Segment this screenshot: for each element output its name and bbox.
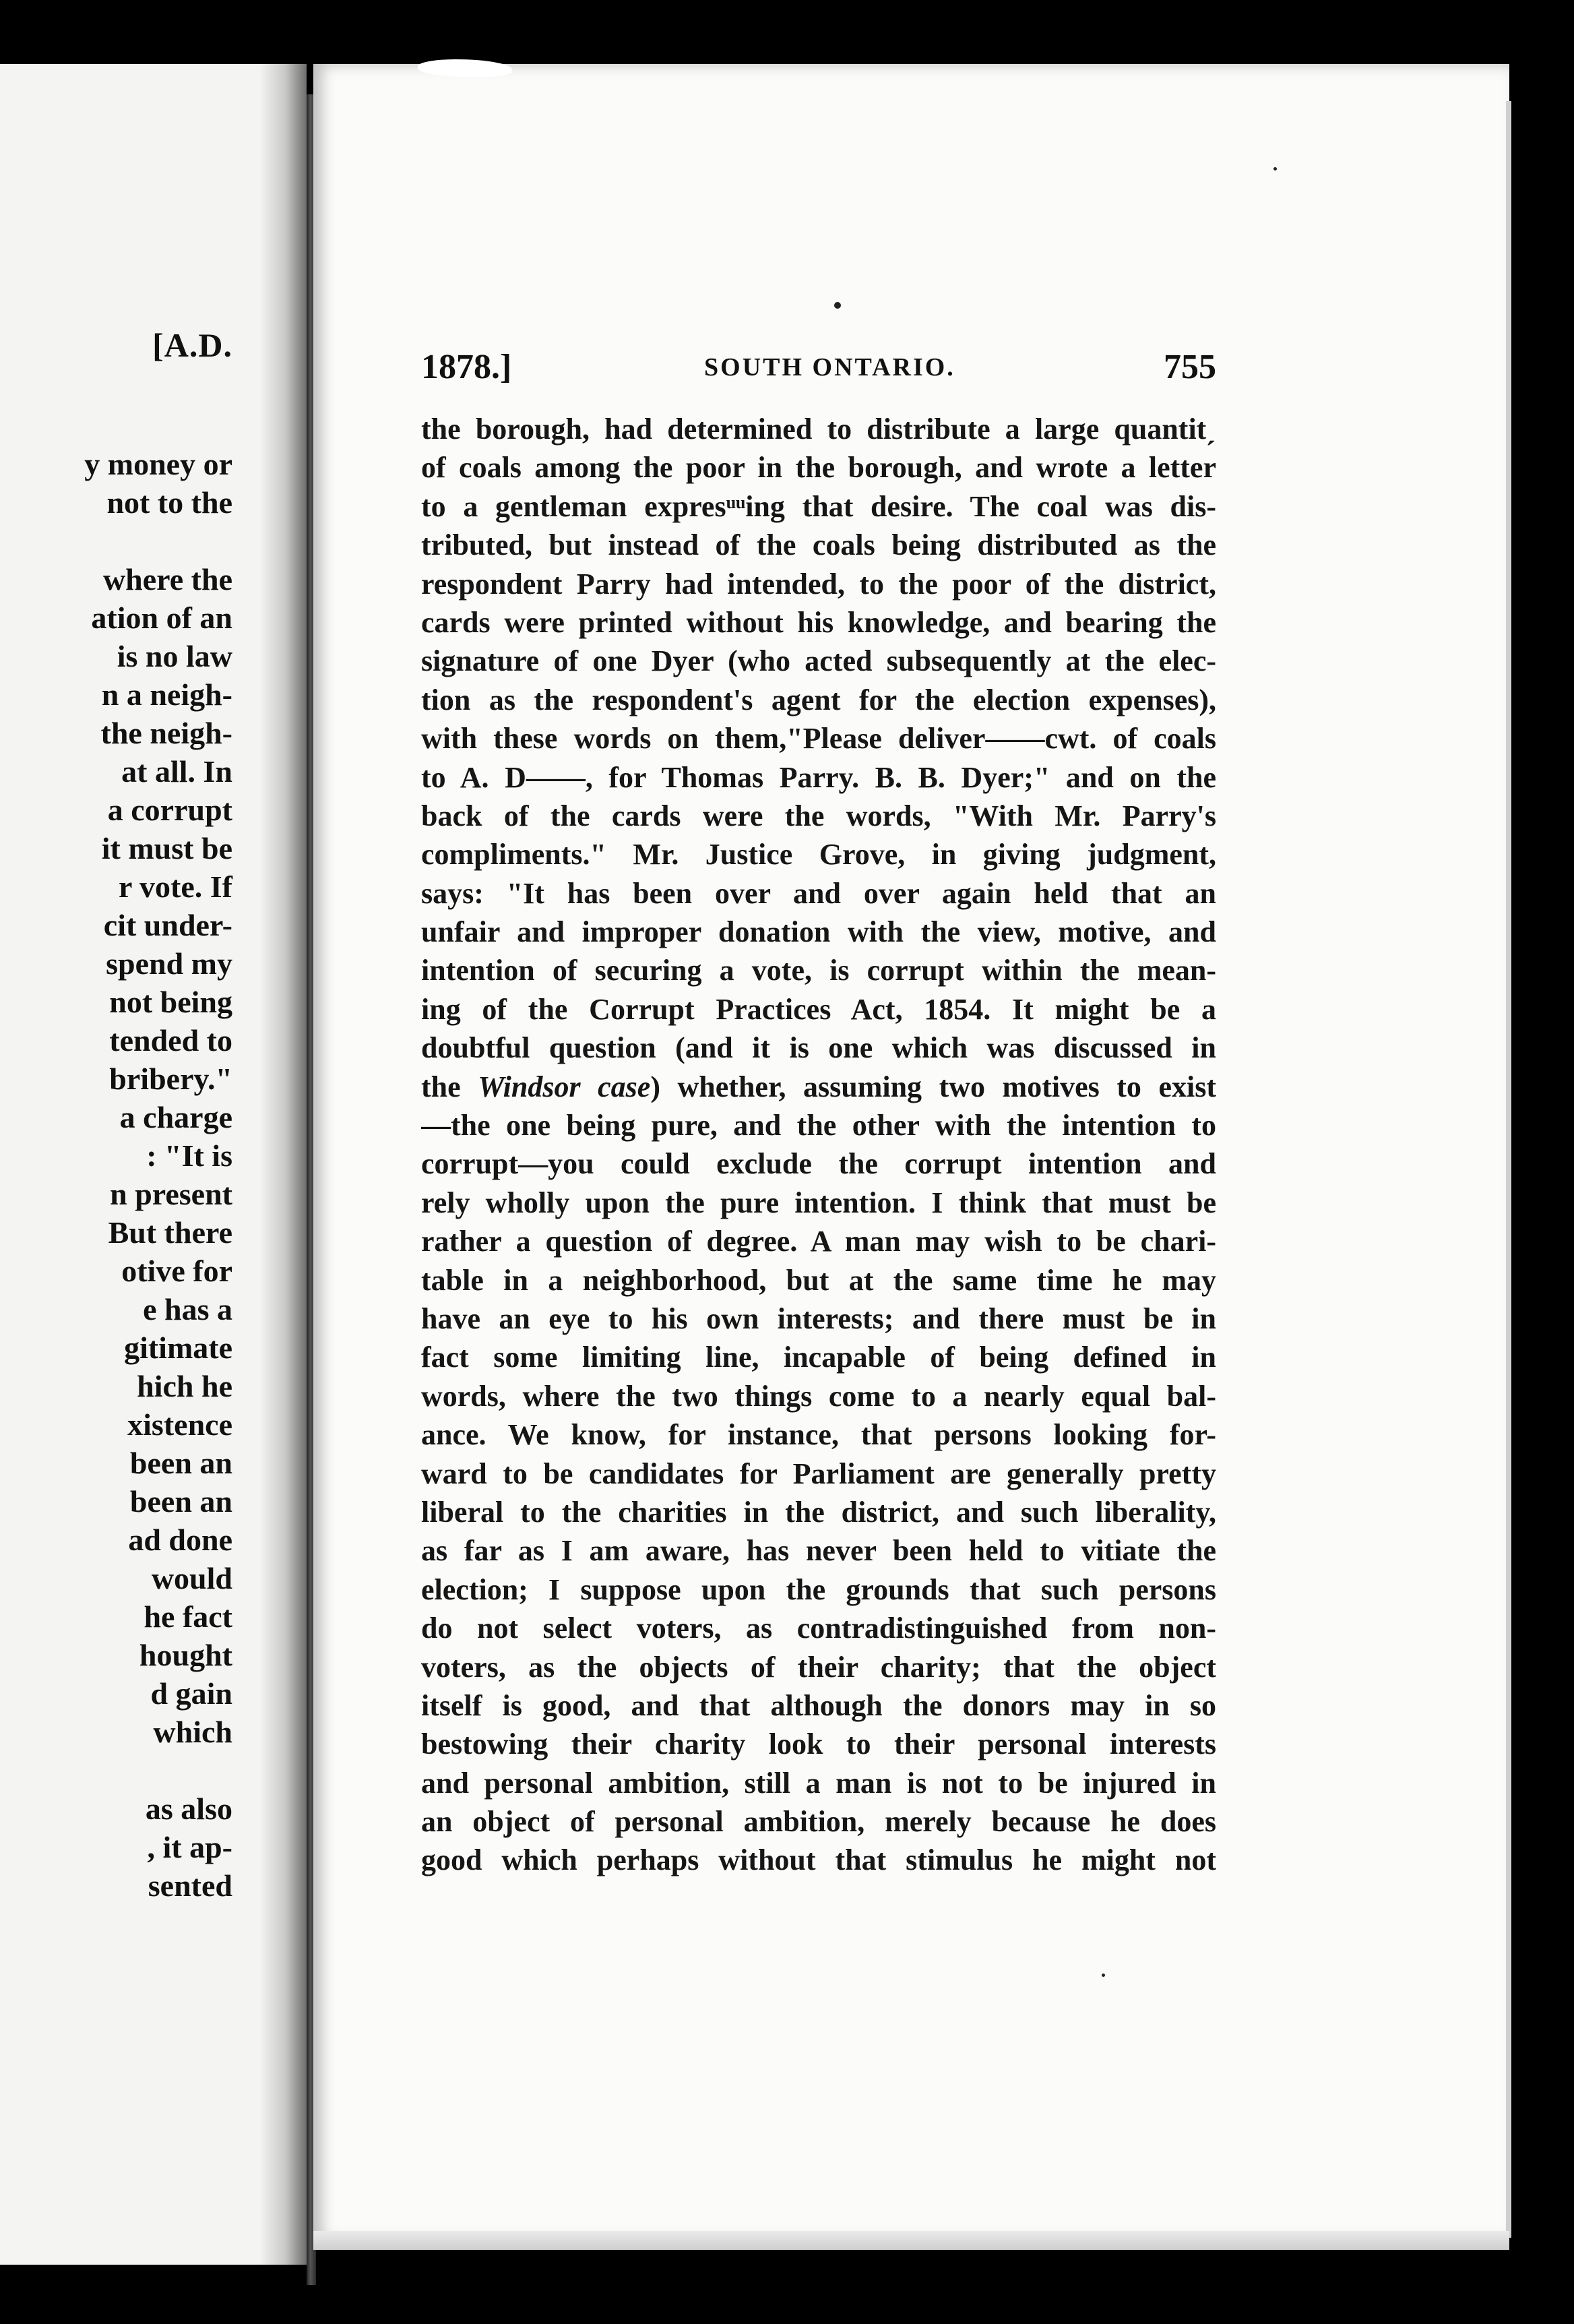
text-line: intention of securing a vote, is corrupt within the mean- — [421, 954, 1216, 987]
torn-paper-mark — [418, 59, 512, 77]
text-line: doubtful question (and it is one which was discussed in — [421, 1031, 1216, 1065]
running-head — [421, 347, 1216, 388]
text-line: ward to be candidates for Parliament are generally pretty — [421, 1457, 1216, 1490]
text-line: the borough, had determined to distribute a large quantitˏ — [421, 412, 1216, 446]
previous-page-line: ation of an — [91, 601, 232, 635]
previous-page-line: d gain — [150, 1676, 232, 1711]
text-line: the Windsor case) whether, assuming two motives to exist — [421, 1070, 1216, 1103]
italic-case-name: Windsor case — [478, 1070, 651, 1103]
previous-page-line: ad done — [128, 1523, 232, 1557]
previous-page-line: it must be — [101, 831, 232, 865]
page-bottom-edge — [313, 2231, 1509, 2250]
text-line: as far as I am aware, has never been held to vitiate the — [421, 1534, 1216, 1568]
previous-page-line: sented — [148, 1868, 232, 1903]
previous-page-line: hich he — [137, 1369, 232, 1403]
previous-page-line: hought — [139, 1638, 232, 1672]
previous-page-line: the neigh- — [100, 716, 232, 750]
previous-page-line: where the — [102, 562, 232, 597]
previous-page-line: But there — [108, 1215, 232, 1250]
previous-page-line: : "It is — [146, 1138, 232, 1173]
previous-page-line: tended to — [109, 1023, 232, 1058]
previous-page-line: which — [153, 1715, 232, 1749]
text-line: with these words on them,"Please deliver——cwt. of coals — [421, 722, 1216, 756]
body-text — [421, 410, 1216, 1880]
text-line: rely wholly upon the pure intention. I think that must be — [421, 1186, 1216, 1219]
previous-page-line: not being — [109, 985, 232, 1019]
text-line: tributed, but instead of the coals being distributed as the — [421, 528, 1216, 562]
text-line: cards were printed without his knowledge, and bearing the — [421, 605, 1216, 639]
binding-shadow — [259, 64, 307, 2265]
running-head-year: 1878.] — [421, 348, 512, 386]
text-line: of coals among the poor in the borough, and wrote a letter — [421, 451, 1216, 485]
previous-page-line: not to the — [106, 485, 232, 520]
text-line: have an eye to his own interests; and there must be in — [421, 1302, 1216, 1335]
text-line: election; I suppose upon the grounds that such persons — [421, 1572, 1216, 1606]
previous-page-line: at all. In — [121, 754, 232, 789]
ink-speck — [834, 302, 841, 309]
previous-page-header: [A.D. — [152, 326, 232, 364]
text-line: tion as the respondent's agent for the election expenses), — [421, 683, 1216, 716]
previous-page-line: he fact — [144, 1599, 232, 1634]
text-line: —the one being pure, and the other with the intention to — [421, 1109, 1216, 1142]
previous-page-line: been an — [129, 1484, 232, 1519]
text-line: to A. D——, for Thomas Parry. B. B. Dyer;" and on the — [421, 760, 1216, 794]
previous-page-line: a corrupt — [107, 793, 232, 827]
text-line: words, where the two things come to a nearly equal bal- — [421, 1379, 1216, 1413]
text-line: to a gentleman expresᵘᵘing that desire. The coal was dis- — [421, 489, 1216, 523]
previous-page-line: e has a — [143, 1292, 232, 1326]
text-line: signature of one Dyer (who acted subsequently at the elec- — [421, 644, 1216, 678]
previous-page-line: is no law — [117, 639, 232, 673]
text-line: compliments." Mr. Justice Grove, in giving judgment, — [421, 838, 1216, 872]
previous-page-line: y money or — [84, 447, 232, 481]
previous-page-line — [0, 1751, 232, 1790]
previous-page-line: r vote. If — [118, 869, 232, 904]
previous-page-line: xistence — [127, 1407, 232, 1442]
text-line: itself is good, and that although the donors may in so — [421, 1688, 1216, 1722]
previous-page-line: otive for — [121, 1254, 232, 1288]
previous-page-line: cit under- — [103, 908, 232, 942]
previous-page-line: would — [151, 1561, 232, 1595]
text-line: table in a neighborhood, but at the same time he may — [421, 1263, 1216, 1297]
previous-page-line: n a neigh- — [101, 677, 232, 712]
previous-page-line: been an — [129, 1446, 232, 1480]
text-line: says: "It has been over and over again held that an — [421, 876, 1216, 910]
text-line: liberal to the charities in the district, and such liberality, — [421, 1495, 1216, 1529]
text-line: back of the cards were the words, "With Mr. Parry's — [421, 799, 1216, 832]
previous-page-text — [0, 445, 232, 1905]
text-line: an object of personal ambition, merely because he does — [421, 1805, 1216, 1839]
text-line: rather a question of degree. A man may wish to be chari- — [421, 1225, 1216, 1258]
previous-page-line: n present — [110, 1177, 232, 1211]
previous-page-line: gitimate — [124, 1331, 232, 1365]
running-head-title: SOUTH ONTARIO. — [704, 353, 955, 381]
text-line: respondent Parry had intended, to the poor of the district, — [421, 567, 1216, 601]
ink-speck — [1273, 167, 1277, 171]
ink-speck — [1102, 1974, 1105, 1977]
previous-page-line: as also — [145, 1792, 232, 1826]
page-number: 755 — [1164, 348, 1216, 386]
text-line: voters, as the objects of their charity; that the object — [421, 1650, 1216, 1684]
page-edge — [1506, 101, 1511, 2238]
text-line: ing of the Corrupt Practices Act, 1854. It might be a — [421, 992, 1216, 1026]
text-line: unfair and improper donation with the view, motive, and — [421, 915, 1216, 949]
previous-page-line: bribery." — [109, 1062, 232, 1096]
text-line: do not select voters, as contradistinguished from non- — [421, 1612, 1216, 1645]
text-line: ance. We know, for instance, that persons looking for- — [421, 1418, 1216, 1452]
previous-page-fragment — [0, 64, 307, 2265]
previous-page-line — [0, 522, 232, 560]
previous-page-line: , it ap- — [147, 1830, 232, 1864]
previous-page-line: spend my — [106, 946, 232, 981]
previous-page-line: a charge — [119, 1100, 232, 1134]
text-line: bestowing their charity look to their personal interests — [421, 1727, 1216, 1761]
text-line: good which perhaps without that stimulus he might not — [421, 1843, 1216, 1877]
text-line: corrupt—you could exclude the corrupt intention and — [421, 1147, 1216, 1181]
text-line: and personal ambition, still a man is not to be injured in — [421, 1766, 1216, 1800]
text-line: fact some limiting line, incapable of being defined in — [421, 1341, 1216, 1374]
